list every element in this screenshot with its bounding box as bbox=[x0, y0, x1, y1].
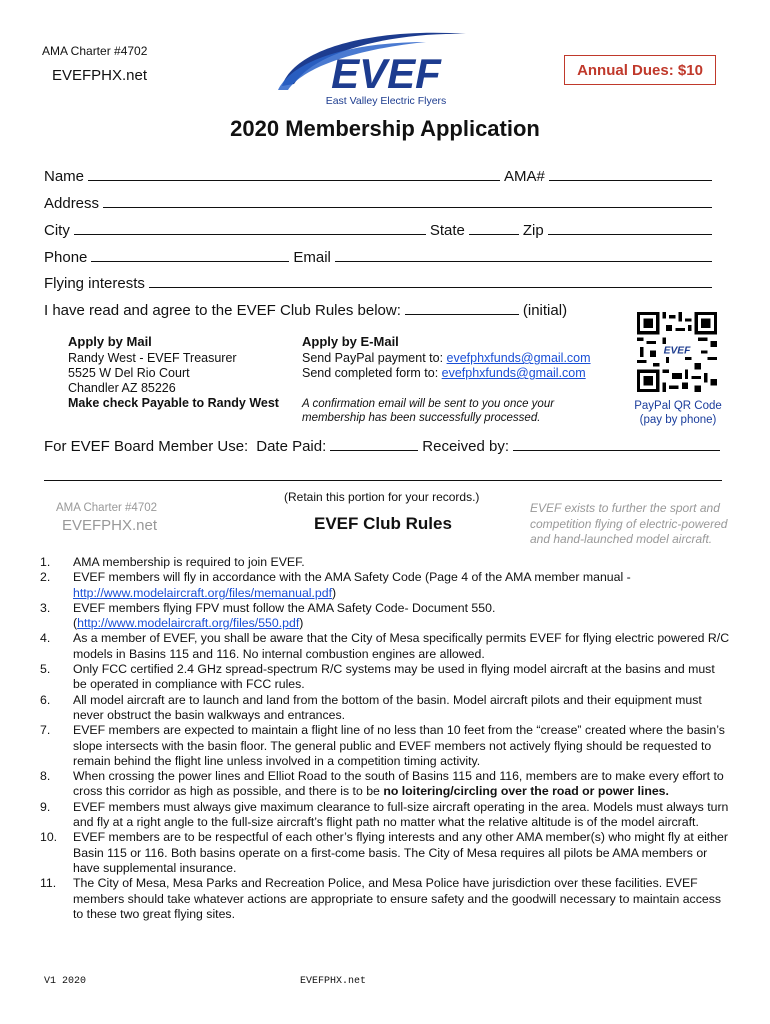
name-row bbox=[44, 166, 716, 185]
rule-text bbox=[73, 662, 730, 693]
rule-body: EVEF members must always give maximum clearance to full-size aircraft operating in the area. Models must always turn and fly at a right angle to the full-size aircraft’s flight path no matter what the relative altitude is of the model aircraft. bbox=[73, 799, 729, 830]
rule-body: EVEF members are expected to maintain a flight line of no less than 10 feet from the “crease” created where the basin’s slope intersects with the basin floor. The general public and EVEF members not actively flying should be requested to remain behind the flight line unless involved in a competition timing activity. bbox=[73, 723, 725, 768]
zip-field[interactable] bbox=[548, 220, 712, 235]
ama-field[interactable] bbox=[549, 166, 712, 181]
rule-number: 1. bbox=[40, 555, 51, 569]
rule-text bbox=[73, 601, 730, 632]
rule-item bbox=[40, 723, 730, 769]
cut-line bbox=[44, 480, 722, 481]
send-form-label: Send completed form to: bbox=[302, 366, 442, 380]
received-by-field[interactable] bbox=[513, 436, 720, 451]
mail-line2: 5525 W Del Rio Court bbox=[68, 366, 190, 380]
rule-body: As a member of EVEF, you shall be aware that the City of Mesa specifically permits EVEF for flying electric powered R/C models in Basins 115 and 116. No internal combustion engines are allowed. bbox=[73, 631, 730, 661]
rule-link[interactable]: http://www.modelaircraft.org/files/memanual.pdf bbox=[73, 585, 333, 600]
rule-body: AMA membership is required to join EVEF. bbox=[73, 555, 305, 569]
flying-label: Flying interests bbox=[44, 275, 145, 292]
name-label: Name bbox=[44, 168, 85, 185]
retain-site: EVEFPHX.net bbox=[62, 517, 158, 534]
payment-email-link[interactable]: evefphxfunds@gmail.com bbox=[446, 351, 591, 365]
club-rules-list bbox=[40, 555, 730, 922]
rule-body: EVEF members are to be respectful of each other’s flying interests and any other AMA member(s) who might fly at either Basin 115 or 116. Both basins operate on a first-come basis. The City of Mesa requires all pilots be AMA members or have supplemental insurance. bbox=[73, 830, 728, 875]
form-email-link[interactable]: evefphxfunds@gmail.com bbox=[441, 366, 586, 380]
address-field[interactable] bbox=[103, 193, 712, 208]
rule-paren-close: ) bbox=[299, 616, 304, 631]
rule-body: All model aircraft are to launch and land from the bottom of the basin. Model aircraft pilots and their equipment must never obstruct the basin walkways and entrances. bbox=[73, 692, 702, 722]
rule-text bbox=[73, 876, 730, 922]
rule-body: EVEF members flying FPV must follow the AMA Safety Code- Document 550. bbox=[73, 600, 496, 615]
rule-item bbox=[40, 631, 730, 662]
rule-text bbox=[73, 723, 730, 769]
mission-statement bbox=[530, 501, 740, 548]
rule-body: Only FCC certified 2.4 GHz spread-spectrum R/C systems may be used in flying model aircraft at the basins and must be operated in compliance with FCC rules. bbox=[73, 662, 715, 692]
flying-row bbox=[44, 273, 716, 292]
qr-caption-line1: PayPal QR Code bbox=[634, 400, 722, 412]
rule-text bbox=[73, 570, 730, 601]
phone-row bbox=[44, 247, 716, 266]
qr-caption-line2: (pay by phone) bbox=[639, 414, 717, 426]
rule-body: The City of Mesa, Mesa Parks and Recreation Police, and Mesa Police have jurisdiction over these facilities. EVEF members should take whatever actions are appropriate to ensure safety and the goodwill necessary to maintain access to these two great flying sites. bbox=[73, 876, 721, 921]
retain-charter: AMA Charter #4702 bbox=[56, 502, 158, 514]
confirm-line1: A confirmation email will be sent to you once your bbox=[302, 398, 555, 410]
rule-number: 10. bbox=[40, 830, 58, 845]
date-paid-field[interactable] bbox=[330, 436, 418, 451]
rule-text bbox=[73, 800, 730, 831]
mail-payable: Make check Payable to Randy West bbox=[68, 396, 279, 410]
rule-text bbox=[73, 769, 730, 800]
mail-line3: Chandler AZ 85226 bbox=[68, 381, 176, 395]
board-use-row bbox=[44, 436, 724, 455]
rule-text bbox=[73, 693, 730, 724]
mission-line1: EVEF exists to further the sport and bbox=[530, 501, 720, 515]
qr-caption bbox=[628, 399, 728, 427]
rule-number: 4. bbox=[40, 631, 51, 646]
rule-paren-close: ) bbox=[332, 585, 337, 600]
apply-by-email bbox=[302, 334, 622, 425]
rule-item bbox=[40, 555, 730, 570]
agree-label: I have read and agree to the EVEF Club Rules below: bbox=[44, 302, 401, 319]
apply-by-mail bbox=[68, 334, 298, 411]
address-row bbox=[44, 193, 716, 212]
send-payment-label: Send PayPal payment to: bbox=[302, 351, 447, 365]
rule-number: 7. bbox=[40, 723, 51, 738]
rule-body: EVEF members will fly in accordance with the AMA Safety Code (Page 4 of the AMA member manual - bbox=[73, 570, 631, 585]
charter-label: AMA Charter #4702 bbox=[42, 44, 148, 58]
date-paid-label: Date Paid: bbox=[256, 438, 327, 455]
agree-row bbox=[44, 300, 716, 319]
rule-number: 5. bbox=[40, 662, 51, 677]
footer-version: V1 2020 bbox=[44, 976, 87, 987]
rule-text bbox=[73, 830, 730, 876]
rule-item bbox=[40, 662, 730, 693]
rule-emphasis: no loitering/circling over the road or power lines. bbox=[383, 784, 669, 799]
rule-paren-open: ( bbox=[73, 616, 78, 631]
address-label: Address bbox=[44, 195, 100, 212]
annual-dues-box: Annual Dues: $10 bbox=[564, 55, 716, 85]
rule-number: 9. bbox=[40, 799, 51, 814]
zip-label: Zip bbox=[522, 222, 544, 239]
rule-item bbox=[40, 601, 730, 632]
logo-text: EVEF bbox=[331, 50, 441, 97]
rule-body: When crossing the power lines and Elliot Road to the south of Basins 115 and 116, members are to make every effort to cross this corridor as high as possible, and there is to be bbox=[73, 769, 724, 799]
rule-link[interactable]: http://www.modelaircraft.org/files/550.pdf bbox=[77, 616, 300, 631]
site-label: EVEFPHX.net bbox=[52, 67, 148, 84]
city-row bbox=[44, 220, 716, 239]
flying-field[interactable] bbox=[149, 273, 712, 288]
rule-text bbox=[73, 555, 730, 570]
city-field[interactable] bbox=[74, 220, 426, 235]
paypal-qr-code bbox=[637, 312, 717, 392]
board-use-label: For EVEF Board Member Use: bbox=[44, 438, 249, 455]
received-by-label: Received by: bbox=[422, 438, 509, 455]
rule-item bbox=[40, 876, 730, 922]
page-title: 2020 Membership Application bbox=[230, 116, 540, 141]
email-label: Email bbox=[293, 249, 331, 266]
name-field[interactable] bbox=[88, 166, 500, 181]
state-label: State bbox=[429, 222, 465, 239]
email-field[interactable] bbox=[335, 247, 712, 262]
footer-site: EVEFPHX.net bbox=[300, 976, 367, 987]
city-label: City bbox=[44, 222, 70, 239]
confirm-line2: membership has been successfully processed. bbox=[302, 412, 541, 424]
rule-text bbox=[73, 631, 730, 662]
ama-label: AMA# bbox=[504, 168, 545, 185]
state-field[interactable] bbox=[469, 220, 519, 235]
evef-logo bbox=[276, 24, 472, 110]
mission-line2: competition flying of electric-powered bbox=[530, 516, 728, 531]
mission-line3: and hand-launched model aircraft. bbox=[530, 532, 713, 546]
initial-label: (initial) bbox=[522, 302, 568, 319]
rule-number: 6. bbox=[40, 692, 51, 707]
club-rules-title: EVEF Club Rules bbox=[314, 514, 452, 533]
rule-number: 8. bbox=[40, 769, 51, 784]
phone-label: Phone bbox=[44, 249, 88, 266]
rule-item bbox=[40, 769, 730, 800]
rule-item bbox=[40, 800, 730, 831]
logo-subtitle: East Valley Electric Flyers bbox=[325, 95, 447, 107]
rule-number: 11. bbox=[40, 876, 57, 891]
rule-number: 3. bbox=[40, 600, 51, 615]
mail-line1: Randy West - EVEF Treasurer bbox=[68, 351, 237, 365]
rule-item bbox=[40, 693, 730, 724]
rule-item bbox=[40, 570, 730, 601]
initial-field[interactable] bbox=[405, 300, 519, 315]
rule-number: 2. bbox=[40, 570, 51, 585]
qr-badge-text: EVEF bbox=[663, 345, 691, 357]
phone-field[interactable] bbox=[91, 247, 289, 262]
mail-heading: Apply by Mail bbox=[68, 334, 152, 349]
email-heading: Apply by E-Mail bbox=[302, 334, 399, 349]
retain-note: (Retain this portion for your records.) bbox=[284, 490, 480, 504]
rule-item bbox=[40, 830, 730, 876]
